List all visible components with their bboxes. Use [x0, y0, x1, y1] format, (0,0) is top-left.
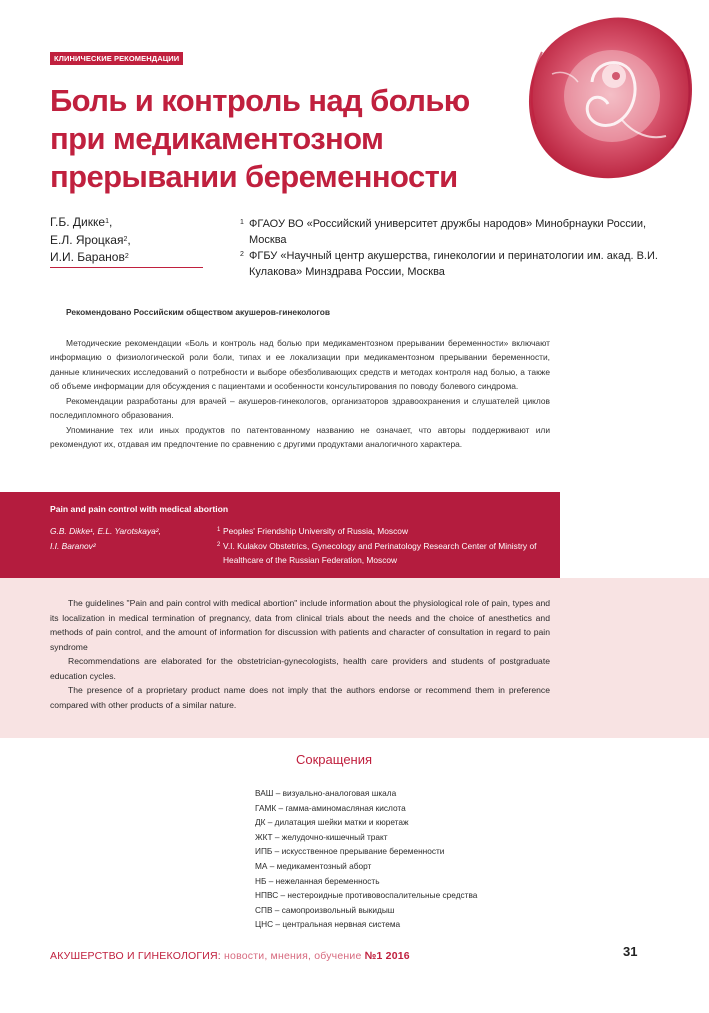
journal-footer	[50, 950, 410, 962]
journal-name: АКУШЕРСТВО И ГИНЕКОЛОГИЯ:	[50, 950, 221, 962]
abbreviations-list	[255, 786, 575, 932]
list-item: ЦНС – центральная нервная система	[255, 919, 401, 930]
affiliation: 2 V.I. Kulakov Obstetrics, Gynecology and Perinatology Research Center of Ministry of Healthcare of the Russian Federation, Moscow	[217, 540, 537, 565]
list-item: НБ – нежеланная беременность	[255, 875, 380, 886]
english-authors: G.B. Dikke¹, E.L. Yarotskaya², I.I. Baranov²	[50, 526, 161, 551]
affiliation: 1 ФГАОУ ВО «Российский университет дружбы народов» Минобрнауки России, Москва	[240, 218, 647, 246]
section-tag: КЛИНИЧЕСКИЕ РЕКОМЕНДАЦИИ	[50, 52, 183, 65]
abstract-en	[50, 596, 550, 712]
abbreviations-title: Сокращения	[296, 752, 373, 767]
abstract-paragraph: The guidelines "Pain and pain control with medical abortion" include information about the physiological role of pain, types and its localization in medical termination of pregnancy, data from clinical trials about the needs and the choice of anesthetics and methods of pain control, and the amount of information for discussion with patients and character of consultation in regard to pain syndrome	[50, 598, 550, 652]
list-item: МА – медикаментозный аборт	[255, 860, 372, 871]
abstract-paragraph: Recommendations are elaborated for the obstetrician-gynecologists, health care providers and students of postgraduate education cycles.	[50, 656, 550, 681]
authors-ru	[50, 214, 203, 268]
affiliation: 2 ФГБУ «Научный центр акушерства, гинекологии и перинатологии им. акад. В.И. Кулакова» Минздрава России, Москва	[240, 250, 658, 278]
list-item: ГАМК – гамма-аминомасляная кислота	[255, 802, 406, 813]
list-item: ДК – дилатация шейки матки и кюретаж	[255, 817, 409, 828]
embryo-illustration	[522, 12, 697, 182]
recommended-by: Рекомендовано Российским обществом акушеров-гинекологов	[66, 307, 331, 317]
list-item: ИПБ – искусственное прерывание беременности	[255, 846, 445, 857]
abstract-ru	[50, 305, 550, 452]
english-header-band	[0, 492, 560, 578]
title-line: при медикаментозном	[50, 121, 384, 156]
list-item: ЖКТ – желудочно-кишечный тракт	[255, 831, 388, 842]
title-line: Боль и контроль над болью	[50, 83, 470, 118]
journal-subtitle: новости, мнения, обучение	[220, 950, 365, 962]
author: Е.Л. Яроцкая$^2$,	[50, 232, 131, 247]
list-item: ВАШ – визуально-аналоговая шкала	[255, 788, 397, 798]
abstract-paragraph: The presence of a proprietary product name does not imply that the authors endorse or recommend them in preference compared with other products of a similar nature.	[50, 685, 550, 710]
list-item: СПВ – самопроизвольный выкидыш	[255, 904, 395, 915]
author: И.И. Баранов$^2$	[50, 249, 203, 268]
english-affiliations	[217, 524, 547, 568]
title-line: прерывании беременности	[50, 159, 458, 194]
page-number: 31	[623, 944, 638, 959]
affiliation: 1 Peoples' Friendship University of Russia, Moscow	[217, 526, 408, 536]
english-title: Pain and pain control with medical abortion	[50, 504, 229, 514]
abstract-paragraph: Методические рекомендации «Боль и контроль над болью при медикаментозном прерывании беременности» включают информацию о физиологической роли боли, типах и ее локализации при медикаментозном прерывании беременности, данные клинических исследований о потребности и выборе обезболивающих средств и методах контроля над болью, а также об объеме информации для обсуждения с пациентами и особенности консультирования по поводу болевого синдрома.	[50, 337, 550, 391]
abstract-paragraph: Упоминание тех или иных продуктов по патентованному названию не означает, что авторы поддерживают или рекомендуют их, отдавая им предпочтение по сравнению с другими продуктами аналогичного характера.	[50, 424, 550, 449]
article-title	[50, 82, 520, 196]
issue-number: №1 2016	[364, 950, 410, 962]
abstract-paragraph: Рекомендации разработаны для врачей – акушеров-гинекологов, организаторов здравоохранения и слушателей циклов последипломного образования.	[50, 395, 550, 420]
author: Г.Б. Дикке$^1$,	[50, 215, 113, 229]
affiliations-ru	[240, 216, 660, 280]
list-item: НПВС – нестероидные противовоспалительные средства	[255, 890, 478, 901]
